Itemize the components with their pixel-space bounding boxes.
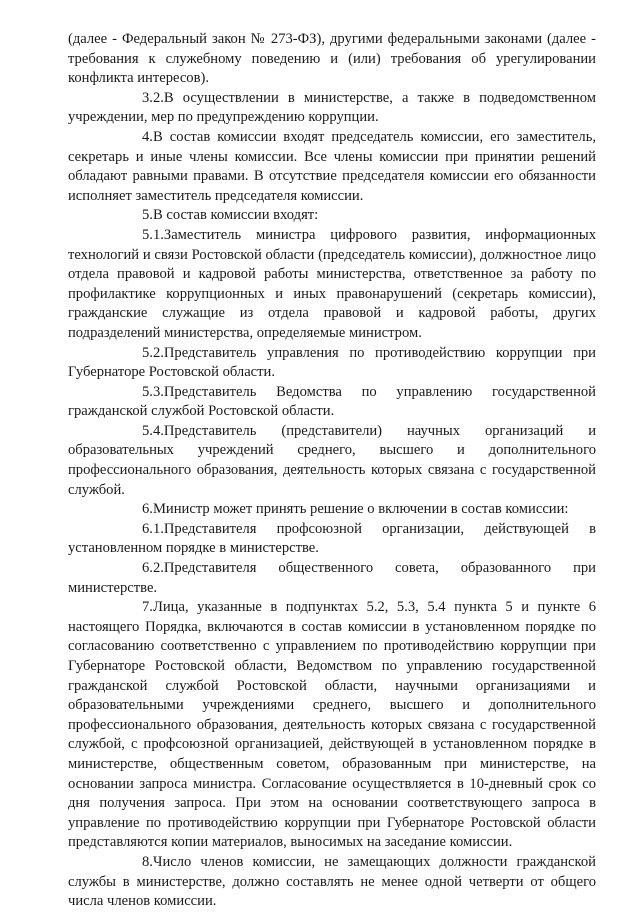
document-page: [68, 30, 596, 912]
paragraph-4: [68, 128, 596, 206]
paragraph-number: 5.2.: [142, 344, 164, 361]
paragraph-text: Представителя общественного совета, образованного при министерстве.: [68, 560, 596, 596]
paragraph-6-1: [68, 520, 596, 559]
paragraph-text: (далее - Федеральный закон № 273-ФЗ), другими федеральными законами (далее - требования к служебному поведению и (или) требования об урегулировании конфликта интересов).: [68, 31, 596, 87]
paragraph-3-2: [68, 89, 596, 128]
paragraph-text: Министр может принять решение о включении в состав комиссии:: [152, 501, 569, 518]
paragraph-5-2: [68, 344, 596, 383]
paragraph-5-3: [68, 383, 596, 422]
paragraph-text: В состав комиссии входят председатель комиссии, его заместитель, секретарь и иные члены комиссии. Все члены комиссии при принятии решений обладают равными правами. В отсутствие председателя комиссии его обязанности исполняет заместитель председателя комиссии.: [68, 128, 596, 204]
paragraph-text: В осуществлении в министерстве, а также в подведомственном учреждении, мер по предупреждению коррупции.: [68, 89, 596, 126]
paragraph-number: 3.2.: [142, 89, 164, 106]
paragraph-text: Заместитель министра цифрового развития, информационных технологий и связи Ростовской области (председатель комиссии), должностное лицо отдела правовой и кадровой работы министерства, ответственное за работу по профилактике коррупционных и иных правонарушений (секретарь комиссии), гражданские служащие из отдела правовой и кадровой работы, других подразделений министерства, определяемые министром.: [68, 226, 596, 341]
paragraph-6-2: [68, 559, 596, 598]
paragraph-number: 5.1.: [142, 226, 164, 243]
paragraph-number: 5.3.: [142, 383, 164, 400]
paragraph-number: 6.: [142, 501, 153, 518]
paragraph-number: 6.2.: [142, 560, 164, 577]
paragraph-text: Представителя профсоюзной организации, действующей в установленном порядке в министерстве.: [68, 520, 596, 557]
paragraph-text: Лица, указанные в подпунктах 5.2, 5.3, 5.4 пункта 5 и пункте 6 настоящего Порядка, включаются в состав комиссии в установленном порядке по согласованию соответственно с управлением по противодействию коррупции при Губернаторе Ростовской области, Ведомством по управлению государственной гражданской службой Ростовской области, научными организациями и образовательными учреждениями среднего, высшего и дополнительного профессионального образования, деятельность которых связана с государственной службой, с профсоюзной организацией, действующей в установленном порядке в министерстве, общественным советом, образованным при министерстве, на основании запроса министра. Согласование осуществляется в 10-дневный срок со дня получения запроса. При этом на основании соответствующего запроса в управление по противодействию коррупции при Губернаторе Ростовской области представляются копии материалов, выносимых на заседание комиссии.: [68, 599, 596, 851]
paragraph-number: 5.4.: [142, 422, 164, 439]
paragraph-continuation: [68, 30, 596, 89]
paragraph-5: [68, 206, 596, 226]
paragraph-text: В состав комиссии входят:: [152, 207, 319, 224]
paragraph-text: Представитель (представители) научных организаций и образовательных учреждений среднего, высшего и дополнительного профессионального образования, деятельность которых связана с государственной службой.: [68, 422, 596, 498]
paragraph-text: Представитель Ведомства по управлению государственной гражданской службой Ростовской области.: [68, 383, 596, 420]
paragraph-5-4: [68, 422, 596, 500]
paragraph-text: Число членов комиссии, не замещающих должности гражданской службы в министерстве, должно составлять не менее одной четверти от общего числа членов комиссии.: [68, 853, 596, 910]
paragraph-text: Представитель управления по противодействию коррупции при Губернаторе Ростовской области.: [68, 344, 596, 381]
paragraph-8: [68, 853, 596, 912]
paragraph-number: 6.1.: [142, 520, 164, 537]
paragraph-5-1: [68, 226, 596, 344]
paragraph-number: 8.: [142, 853, 153, 870]
paragraph-number: 5.: [142, 207, 153, 224]
paragraph-number: 4.: [142, 128, 153, 145]
paragraph-number: 7.: [142, 599, 153, 616]
paragraph-7: [68, 598, 596, 853]
paragraph-6: [68, 500, 596, 520]
